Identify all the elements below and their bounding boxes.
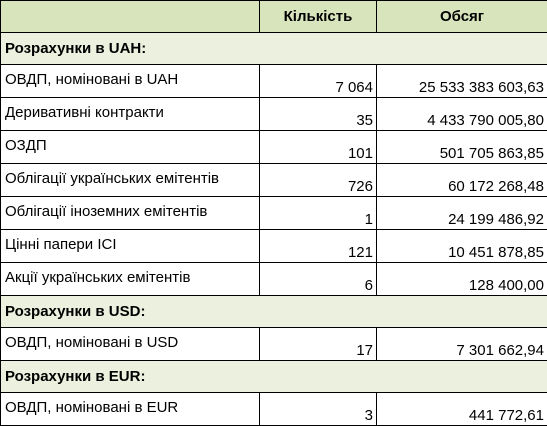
header-count-cell: Кількість: [260, 1, 377, 33]
table-header-row: [1, 1, 547, 33]
section-row-eur: [1, 361, 547, 393]
row-count: 1: [260, 197, 377, 230]
row-volume: 4 433 790 005,80: [377, 98, 547, 131]
row-name: Акції українських емітентів: [5, 269, 190, 286]
table-row: [1, 98, 547, 131]
section-row-usd: [1, 296, 547, 328]
table-row: [1, 164, 547, 197]
row-count: 121: [260, 230, 377, 263]
section-title: Розрахунки в EUR:: [1, 361, 547, 393]
header-volume-cell: Обсяг: [377, 1, 547, 33]
table-row: [1, 263, 547, 296]
row-name: ОВДП, номіновані в USD: [5, 334, 178, 351]
row-count: 35: [260, 98, 377, 131]
header-name-cell: [1, 1, 260, 33]
row-name: Облігації іноземних емітентів: [5, 203, 207, 220]
row-count: 101: [260, 131, 377, 164]
row-name: ОВДП, номіновані в UAH: [5, 71, 178, 88]
section-title: Розрахунки в UAH:: [1, 33, 547, 65]
row-volume: 60 172 268,48: [377, 164, 547, 197]
table-row: [1, 197, 547, 230]
row-volume: 501 705 863,85: [377, 131, 547, 164]
section-title: Розрахунки в USD:: [1, 296, 547, 328]
row-count: 3: [260, 393, 377, 426]
row-name: ОВДП, номіновані в EUR: [5, 399, 178, 416]
row-volume: 24 199 486,92: [377, 197, 547, 230]
row-volume: 25 533 383 603,63: [377, 65, 547, 98]
row-volume: 7 301 662,94: [377, 328, 547, 361]
row-count: 726: [260, 164, 377, 197]
row-count: 17: [260, 328, 377, 361]
row-name: Деривативні контракти: [5, 104, 164, 121]
table-row: [1, 230, 547, 263]
table-row: [1, 131, 547, 164]
row-count: 6: [260, 263, 377, 296]
row-name: ОЗДП: [5, 137, 47, 154]
table-row: [1, 393, 547, 426]
table-row: [1, 328, 547, 361]
row-volume: 441 772,61: [377, 393, 547, 426]
section-row-uah: [1, 33, 547, 65]
row-volume: 10 451 878,85: [377, 230, 547, 263]
row-volume: 128 400,00: [377, 263, 547, 296]
table-row: [1, 65, 547, 98]
row-count: 7 064: [260, 65, 377, 98]
row-name: Цінні папери ІСІ: [5, 236, 116, 253]
row-name: Облігації українських емітентів: [5, 170, 219, 187]
